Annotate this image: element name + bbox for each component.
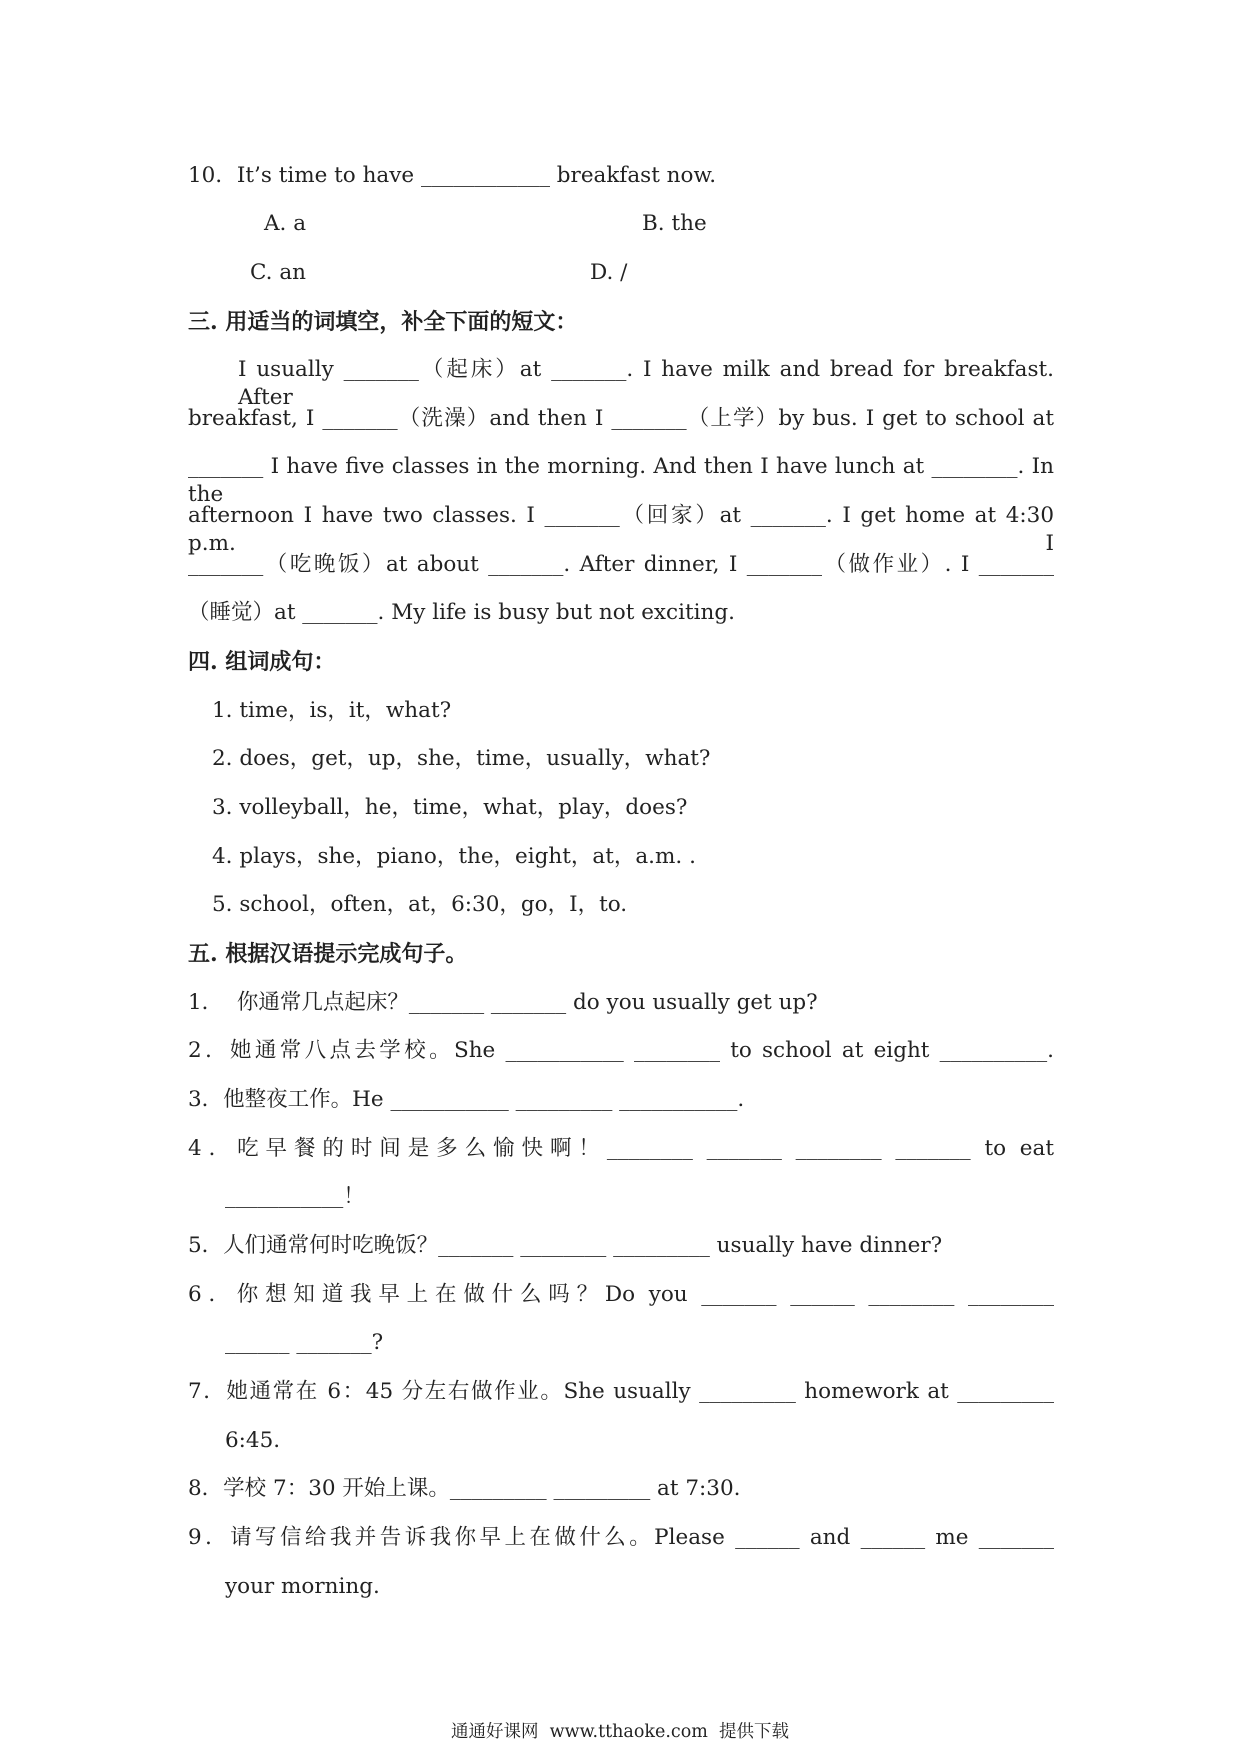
sentence-line: 5．人们通常何时吃晚饭？_______ ________ _________ usually have dinner?: [188, 1233, 943, 1258]
footer-text: 通通好课网 www.tthaoke.com 提供下载: [451, 1722, 789, 1742]
option-a: A. a: [264, 211, 307, 236]
passage-line: （睡觉）at _______. My life is busy but not exciting.: [188, 600, 735, 625]
option-d: D. /: [590, 260, 628, 285]
list-item: 1. time，is，it，what?: [212, 698, 452, 723]
sentence-line: 1． 你通常几点起床？_______ _______ do you usually get up?: [188, 990, 818, 1015]
list-item: 5. school，often，at，6:30，go，I，to.: [212, 892, 628, 917]
section-5-heading: 五. 根据汉语提示完成句子。: [188, 941, 468, 967]
sentence-line: ______ _______?: [225, 1330, 384, 1355]
list-item: 3. volleyball，he，time，what，play，does?: [212, 795, 688, 820]
sentence-line: 9．请写信给我并告诉我你早上在做什么。Please ______ and ______ me _______: [188, 1525, 1054, 1550]
section-4-heading: 四. 组词成句：: [188, 649, 336, 675]
sentence-line: ___________！: [225, 1184, 365, 1209]
sentence-line: 4．吃早餐的时间是多么愉快啊！________ _______ ________ _______ to eat: [188, 1136, 1054, 1161]
passage-line: _______（吃晚饭）at about _______. After dinner, I _______（做作业）. I _______: [188, 552, 1054, 577]
section-3-heading: 三. 用适当的词填空，补全下面的短文：: [188, 309, 578, 335]
sentence-line: 6:45.: [225, 1428, 281, 1453]
sentence-line: 3．他整夜工作。He ___________ _________ ___________.: [188, 1087, 745, 1112]
sentence-line: 7．她通常在 6：45 分左右做作业。She usually _________ homework at _________: [188, 1379, 1054, 1404]
passage-line: I usually _______（起床）at _______. I have milk and bread for breakfast. After: [238, 357, 1054, 410]
list-item: 4. plays，she，piano，the，eight，at，a.m. .: [212, 844, 696, 869]
sentence-line: 2．她通常八点去学校。She ___________ ________ to school at eight __________.: [188, 1038, 1054, 1063]
sentence-line: your morning.: [225, 1574, 380, 1599]
passage-line: breakfast, I _______（洗澡）and then I _______（上学）by bus. I get to school at: [188, 406, 1054, 431]
option-c: C. an: [250, 260, 307, 285]
question-10: 10．It’s time to have ____________ breakfast now.: [188, 163, 717, 188]
passage-line: afternoon I have two classes. I _______（回家）at _______. I get home at 4:30 p.m. I: [188, 503, 1054, 556]
list-item: 2. does，get，up，she，time，usually，what?: [212, 746, 711, 771]
passage-line: _______ I have five classes in the morning. And then I have lunch at ________. In the: [188, 454, 1054, 507]
sentence-line: 6．你想知道我早上在做什么吗？Do you _______ ______ ________ ________: [188, 1282, 1054, 1307]
sentence-line: 8．学校 7：30 开始上课。_________ _________ at 7:30.: [188, 1476, 741, 1501]
option-b: B. the: [642, 211, 707, 236]
